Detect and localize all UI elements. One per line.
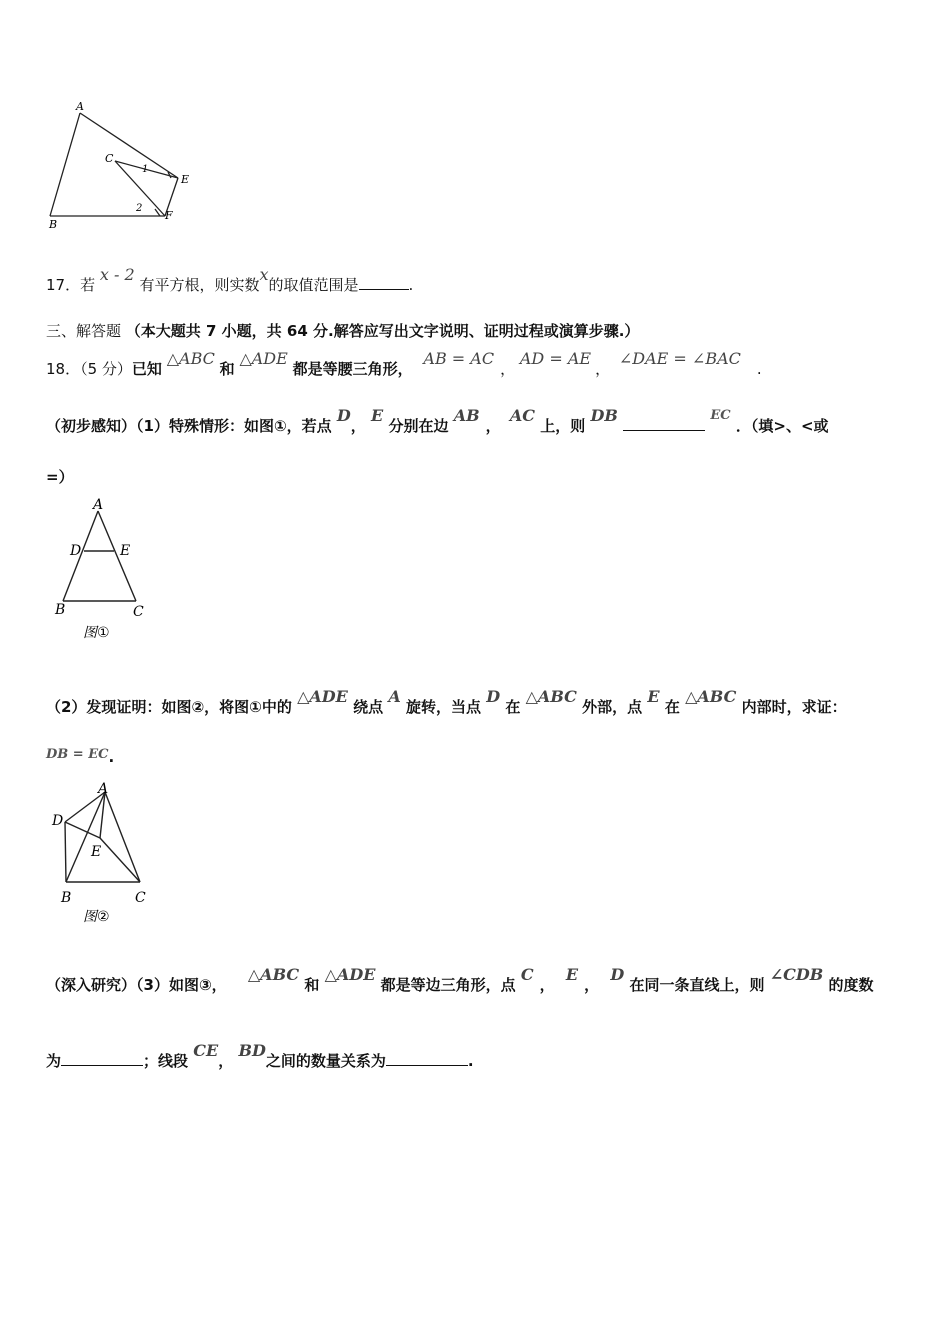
fig2-label-b: B [61,890,72,906]
label-angle-2: 2 [136,203,143,214]
fig2-label-d: D [52,813,64,829]
fig2-caption: 图② [83,909,110,925]
part-3: （深入研究）（3）如图③， △ABC 和 △ADE 都是等边三角形，点 C， E， D 在同一条直线上，则 ∠CDB 的度数 [46,965,874,994]
part-1: （初步感知）（1）特殊情形：如图①，若点 D， E 分别在边 AB， AC 上，则 DB EC ．（填>、<或 [46,406,829,435]
figure-quadrilateral [40,98,200,238]
part-3-cont: 为 ；线段 CE， BD之间的数量关系为 . [46,1041,474,1070]
math-x: x [259,265,269,284]
label-a: A [76,100,84,113]
figure-2 [45,778,170,933]
label-f: F [165,209,173,222]
section-3-header: 三、解答题 （本大题共 7 小题，共 64 分.解答应写出文字说明、证明过程或演算步骤.） [46,322,640,340]
part-2: （2）发现证明：如图②，将图①中的 △ADE 绕点 A 旋转，当点 D 在 △ABC 外部，点 E 在 △ABC 内部时，求证： [46,687,847,716]
answer-blank-relation [386,1051,468,1066]
fig2-label-e: E [91,844,102,860]
fig2-label-c: C [135,890,146,906]
answer-blank [359,275,409,290]
label-c: C [105,152,114,165]
label-e: E [181,173,190,186]
answer-blank-compare [623,416,705,431]
math-x-minus-2: x - 2 [99,265,135,284]
fig1-caption: 图① [83,625,110,641]
question-17: 17．若 x - 2 有平方根，则实数x的取值范围是 . [46,265,414,294]
fig1-label-e: E [120,543,131,559]
fig2-label-a: A [98,781,109,797]
answer-blank-angle [61,1051,143,1066]
part-1-cont: =） [46,468,74,486]
label-b: B [49,218,58,231]
fig1-label-d: D [70,543,82,559]
question-18: 18．（5 分）已知 △ABC 和 △ADE 都是等腰三角形， AB = AC， AD = AE， ∠DAE = ∠BAC. [46,349,762,378]
fig1-label-a: A [93,497,104,513]
fig1-label-b: B [55,602,66,618]
fig1-label-c: C [133,604,144,620]
figure-1 [50,495,160,645]
label-angle-1: 1 [142,164,149,175]
part-2-cont: DB = EC. [46,747,115,766]
